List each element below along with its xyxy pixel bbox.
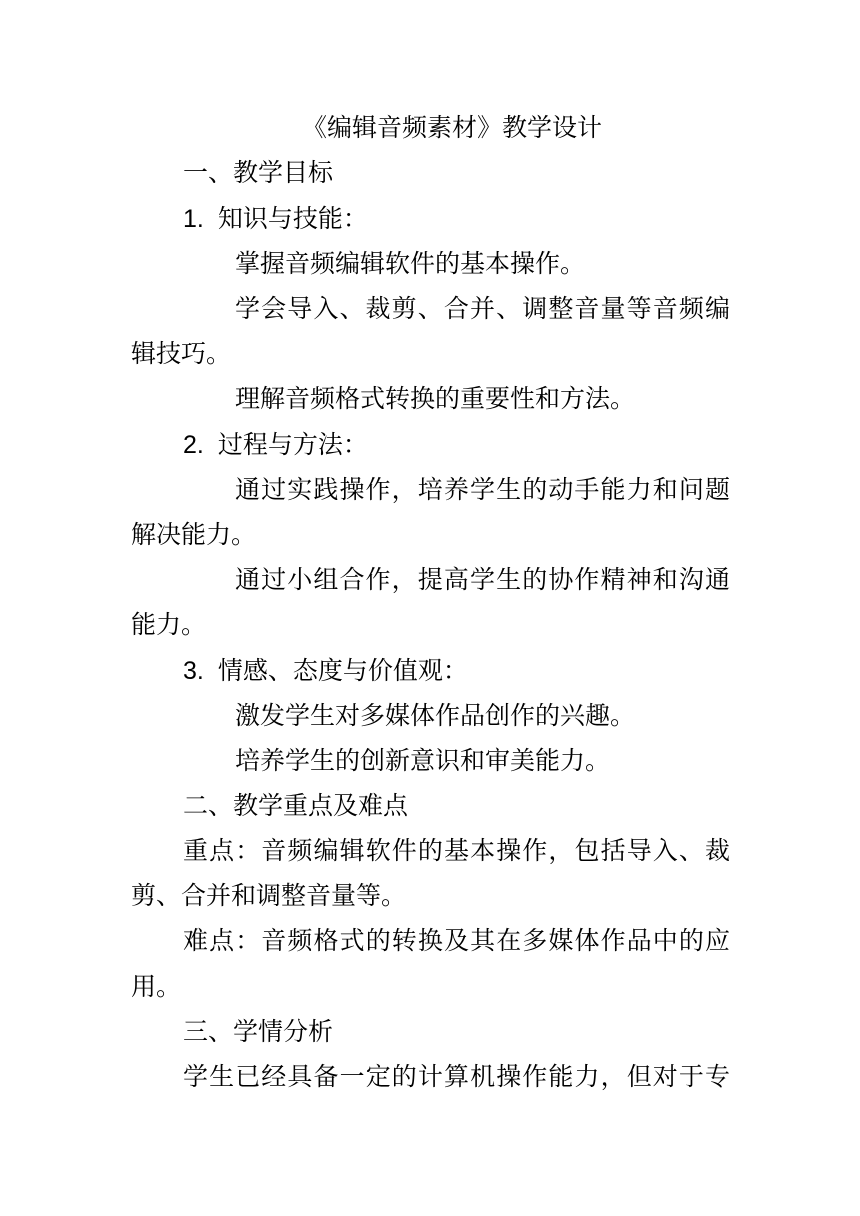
paragraph-line: 培养学生的创新意识和审美能力。 — [235, 746, 611, 775]
section-heading-learner-analysis: 三、学情分析 — [183, 1017, 334, 1046]
paragraph-line: 理解音频格式转换的重要性和方法。 — [235, 384, 636, 413]
subsection-label: 过程与方法： — [217, 430, 368, 459]
paragraph-line: 学会导入、裁剪、合并、调整音量等音频编 — [235, 294, 730, 323]
paragraph-line: 解决能力。 — [131, 520, 257, 549]
paragraph-line: 重点：音频编辑软件的基本操作，包括导入、裁 — [183, 836, 730, 865]
subsection-heading-attitudes-values — [183, 656, 468, 686]
section-heading-key-difficult-points: 二、教学重点及难点 — [183, 791, 409, 820]
document-title: 《编辑音频素材》教学设计 — [302, 113, 603, 142]
paragraph-line: 能力。 — [131, 610, 207, 639]
paragraph-line: 激发学生对多媒体作品创作的兴趣。 — [235, 701, 636, 730]
list-number: 3. — [183, 657, 204, 685]
subsection-heading-process-methods — [183, 430, 368, 460]
list-number: 2. — [183, 431, 204, 459]
list-number: 1. — [183, 205, 204, 233]
subsection-label: 知识与技能： — [217, 204, 368, 233]
paragraph-line: 剪、合并和调整音量等。 — [131, 881, 407, 910]
paragraph-line: 通过小组合作，提高学生的协作精神和沟通 — [235, 565, 730, 594]
paragraph-line: 辑技巧。 — [131, 339, 232, 368]
subsection-label: 情感、态度与价值观： — [217, 656, 468, 685]
section-heading-teaching-objectives: 一、教学目标 — [183, 158, 334, 187]
paragraph-line: 学生已经具备一定的计算机操作能力，但对于专 — [183, 1062, 730, 1091]
subsection-heading-knowledge-skills — [183, 204, 368, 234]
paragraph-line: 通过实践操作，培养学生的动手能力和问题 — [235, 475, 730, 504]
paragraph-line: 难点：音频格式的转换及其在多媒体作品中的应 — [183, 926, 730, 955]
paragraph-line: 掌握音频编辑软件的基本操作。 — [235, 249, 586, 278]
paragraph-line: 用。 — [131, 972, 182, 1001]
